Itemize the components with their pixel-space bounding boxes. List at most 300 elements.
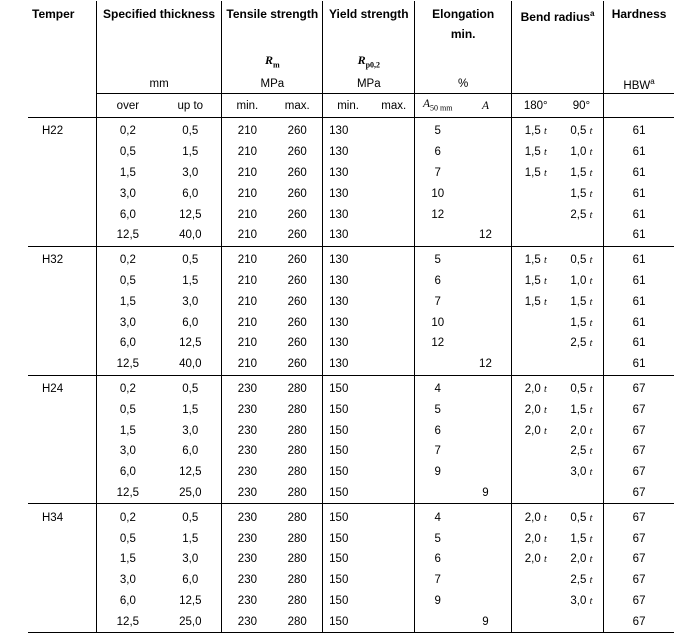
- subheader-tensile-max: max.: [272, 94, 322, 118]
- subheader-bend-180: 180°: [511, 94, 559, 118]
- cell-rm-min: 210: [222, 333, 272, 354]
- cell-rm-max: 280: [272, 611, 322, 632]
- bend-value: 2,5: [570, 574, 587, 587]
- temper-cell: [28, 225, 96, 246]
- cell-a: 9: [460, 483, 511, 504]
- cell-a50: [415, 483, 460, 504]
- cell-b90: [560, 420, 604, 441]
- cell-rp-min: 130: [323, 333, 373, 354]
- cell-a: [460, 420, 511, 441]
- bend-unit: t: [589, 446, 593, 458]
- cell-b180: [511, 504, 559, 528]
- cell-a50: 4: [415, 504, 460, 528]
- cell-a50: 6: [415, 420, 460, 441]
- bend-value: 1,5: [524, 166, 541, 179]
- temper-cell: H24: [42, 382, 64, 395]
- cell-over: 0,5: [96, 528, 159, 549]
- cell-hbw: 61: [604, 204, 674, 225]
- cell-up-to: 0,5: [182, 254, 199, 267]
- cell-rp-min: 130: [323, 354, 373, 375]
- cell-b180: [511, 375, 559, 399]
- temper-cell: [28, 333, 96, 354]
- cell-rp-min: 130: [323, 163, 373, 184]
- cell-rm-max: 280: [287, 382, 307, 395]
- cell-rp-max: [373, 528, 415, 549]
- bend-value: 3,0: [570, 466, 587, 479]
- bend-value: 1,5: [570, 403, 587, 416]
- table-row: [28, 291, 674, 312]
- cell-over: 6,0: [96, 591, 159, 612]
- cell-up-to: 1,5: [182, 274, 199, 287]
- cell-rm-min: 230: [222, 441, 272, 462]
- cell-a: [460, 246, 511, 270]
- cell-rm-max: 260: [287, 125, 307, 138]
- bend-unit: t: [589, 575, 593, 587]
- bend-unit: t: [543, 296, 547, 308]
- bend-value: 2,5: [570, 208, 587, 221]
- cell-b180: [511, 420, 559, 441]
- header-elongation: [415, 1, 511, 47]
- subheader-a50: [415, 94, 460, 118]
- bend-unit: t: [589, 147, 593, 159]
- bend-value: 2,0: [524, 553, 541, 566]
- cell-hbw: 67: [604, 483, 674, 504]
- bend-unit: t: [543, 275, 547, 287]
- bend-value: 1,0: [570, 274, 587, 287]
- cell-rp-min: 150: [323, 375, 373, 399]
- table-row: [28, 354, 674, 375]
- cell-rm-min: 230: [222, 483, 272, 504]
- cell-a: [460, 441, 511, 462]
- cell-rp-max: [373, 549, 415, 570]
- cell-b180: [511, 246, 559, 270]
- subheader-yield-min: min.: [323, 94, 373, 118]
- bend-unit: t: [589, 296, 593, 308]
- cell-over: 12,5: [96, 611, 159, 632]
- cell-hbw: 61: [604, 333, 674, 354]
- cell-hbw: 61: [604, 312, 674, 333]
- table-row: [28, 570, 674, 591]
- cell-a: [460, 399, 511, 420]
- cell-rp-max: [373, 441, 415, 462]
- unit-row: [28, 75, 674, 94]
- bend-unit: t: [589, 512, 593, 524]
- bend-unit: t: [589, 533, 593, 545]
- cell-a: [460, 549, 511, 570]
- bend-unit: t: [589, 167, 593, 179]
- header-tensile-text: Tensile strength: [226, 7, 319, 21]
- cell-b90: [560, 354, 604, 375]
- cell-rm-max: 260: [287, 274, 307, 287]
- bend-unit: t: [543, 425, 547, 437]
- bend-unit: t: [589, 188, 593, 200]
- cell-b180: [511, 291, 559, 312]
- cell-rm-min: 210: [222, 354, 272, 375]
- cell-a50: 9: [415, 591, 460, 612]
- cell-over: 1,5: [96, 549, 159, 570]
- cell-rm-max: 260: [287, 187, 307, 200]
- bend-value: 1,5: [524, 254, 541, 267]
- bend-unit: t: [543, 147, 547, 159]
- cell-rp-max: [373, 354, 415, 375]
- cell-hbw: 67: [604, 504, 674, 528]
- cell-rp-max: [373, 312, 415, 333]
- cell-rm-min: 230: [222, 399, 272, 420]
- cell-over: 0,2: [96, 504, 159, 528]
- cell-rm-min: 230: [222, 570, 272, 591]
- bend-value: 1,5: [524, 295, 541, 308]
- cell-a: 9: [460, 611, 511, 632]
- cell-hbw: 61: [604, 163, 674, 184]
- cell-b180: [511, 528, 559, 549]
- bend-unit: t: [543, 126, 547, 138]
- bend-value: 1,0: [570, 146, 587, 159]
- cell-rp-min: 130: [323, 204, 373, 225]
- cell-rp-min: 150: [323, 591, 373, 612]
- unit-hardness-text: HBW: [623, 79, 651, 92]
- cell-rp-min: 130: [323, 271, 373, 292]
- cell-rm-min: 210: [222, 163, 272, 184]
- cell-rp-max: [373, 591, 415, 612]
- cell-over: 6,0: [96, 204, 159, 225]
- cell-a: 12: [460, 225, 511, 246]
- cell-rm-min: 210: [222, 142, 272, 163]
- cell-b90: [560, 118, 604, 142]
- cell-b90: [560, 504, 604, 528]
- cell-up-to: 1,5: [182, 403, 199, 416]
- unit-tensile: MPa: [222, 75, 323, 94]
- cell-over: 3,0: [96, 312, 159, 333]
- cell-a50: 6: [415, 549, 460, 570]
- table-row: [28, 271, 674, 292]
- symbol-row: [28, 47, 674, 75]
- cell-rp-max: [373, 570, 415, 591]
- cell-over: 6,0: [96, 462, 159, 483]
- bend-value: 1,5: [570, 295, 587, 308]
- header-tensile: [222, 1, 323, 47]
- bend-value: 1,5: [570, 166, 587, 179]
- cell-over: 0,2: [96, 246, 159, 270]
- table-row: [28, 225, 674, 246]
- cell-b180: [511, 441, 559, 462]
- bend-value: 0,5: [570, 382, 587, 395]
- cell-a: [460, 163, 511, 184]
- temper-cell: [28, 611, 96, 632]
- cell-b180: [511, 204, 559, 225]
- cell-rm-max: 260: [272, 225, 322, 246]
- temper-cell: [28, 142, 96, 163]
- header-bend-radius: [511, 1, 603, 47]
- cell-rm-min: 230: [222, 462, 272, 483]
- cell-b90: [560, 291, 604, 312]
- a50-letter: A: [422, 98, 431, 111]
- header-bend-text: Bend radius: [520, 10, 590, 24]
- cell-rm-min: 210: [222, 246, 272, 270]
- temper-cell: [28, 549, 96, 570]
- cell-b90: [560, 204, 604, 225]
- rm-symbol: [222, 47, 323, 75]
- temper-cell: [28, 183, 96, 204]
- cell-up-to: 3,0: [182, 295, 199, 308]
- cell-rm-min: 230: [222, 611, 272, 632]
- cell-a: [460, 570, 511, 591]
- table-row: [28, 441, 674, 462]
- bend-value: 1,5: [524, 125, 541, 138]
- cell-b180: [511, 118, 559, 142]
- cell-a50: 5: [415, 528, 460, 549]
- cell-b180: [511, 142, 559, 163]
- cell-b90: [560, 271, 604, 292]
- unit-yield: MPa: [323, 75, 415, 94]
- cell-b90: [560, 611, 604, 632]
- cell-b90: [560, 462, 604, 483]
- cell-rp-max: [373, 142, 415, 163]
- bend-value: 0,5: [570, 254, 587, 267]
- cell-rp-max: [373, 118, 415, 142]
- a50-sub: 50 mm: [430, 103, 453, 113]
- cell-b90: [560, 375, 604, 399]
- cell-rp-min: 150: [323, 528, 373, 549]
- bend-value: 1,5: [570, 532, 587, 545]
- unit-hardness: [604, 75, 674, 94]
- cell-a: [460, 204, 511, 225]
- table-row: [28, 399, 674, 420]
- cell-up-to: 40,0: [159, 354, 222, 375]
- bend-value: 2,0: [570, 553, 587, 566]
- table-row: [28, 333, 674, 354]
- cell-rp-min: 150: [323, 462, 373, 483]
- table-row: [28, 204, 674, 225]
- cell-b180: [511, 225, 559, 246]
- bend-unit: t: [543, 512, 547, 524]
- table-row: [28, 611, 674, 632]
- cell-rp-min: 130: [323, 142, 373, 163]
- bend-unit: t: [589, 554, 593, 566]
- cell-a: [460, 528, 511, 549]
- cell-rm-max: 280: [287, 553, 307, 566]
- temper-cell: [28, 399, 96, 420]
- cell-hbw: 67: [604, 399, 674, 420]
- cell-rm-min: 210: [222, 291, 272, 312]
- cell-rm-min: 210: [222, 271, 272, 292]
- cell-up-to: 25,0: [159, 611, 222, 632]
- cell-up-to: 6,0: [182, 574, 199, 587]
- bend-unit: t: [589, 317, 593, 329]
- cell-a: [460, 271, 511, 292]
- bend-unit: t: [589, 595, 593, 607]
- header-temper: Temper: [32, 7, 75, 21]
- temper-cell: H34: [42, 511, 64, 524]
- bend-value: 1,5: [570, 316, 587, 329]
- cell-a50: [415, 611, 460, 632]
- bend-unit: t: [543, 404, 547, 416]
- bend-unit: t: [543, 533, 547, 545]
- cell-a50: 5: [415, 118, 460, 142]
- table-row: [28, 549, 674, 570]
- cell-up-to: 6,0: [182, 187, 199, 200]
- cell-rm-min: 230: [222, 375, 272, 399]
- table-row: [28, 483, 674, 504]
- temper-cell: [28, 354, 96, 375]
- bend-unit: t: [543, 167, 547, 179]
- cell-up-to: 40,0: [159, 225, 222, 246]
- cell-b90: [560, 570, 604, 591]
- cell-b90: [560, 549, 604, 570]
- cell-rm-max: 280: [287, 594, 307, 607]
- cell-b180: [511, 271, 559, 292]
- cell-over: 1,5: [96, 163, 159, 184]
- cell-over: 0,5: [96, 142, 159, 163]
- bend-value: 3,0: [570, 594, 587, 607]
- cell-up-to: 3,0: [182, 553, 199, 566]
- cell-rm-max: 280: [287, 532, 307, 545]
- cell-hbw: 61: [604, 354, 674, 375]
- cell-rm-min: 210: [222, 225, 272, 246]
- cell-hbw: 61: [604, 142, 674, 163]
- cell-b90: [560, 183, 604, 204]
- cell-hbw: 67: [604, 570, 674, 591]
- bend-value: 2,0: [524, 511, 541, 524]
- temper-cell: [28, 420, 96, 441]
- cell-b90: [560, 225, 604, 246]
- cell-rp-max: [373, 420, 415, 441]
- cell-b180: [511, 399, 559, 420]
- table-row: [28, 183, 674, 204]
- cell-over: 1,5: [96, 420, 159, 441]
- cell-rp-min: 130: [323, 291, 373, 312]
- table-row: [28, 163, 674, 184]
- cell-hbw: 61: [604, 291, 674, 312]
- cell-b90: [560, 163, 604, 184]
- cell-a50: 10: [415, 312, 460, 333]
- table-row: [28, 528, 674, 549]
- bend-unit: t: [589, 209, 593, 221]
- bend-unit: t: [543, 383, 547, 395]
- cell-hbw: 61: [604, 118, 674, 142]
- cell-rm-max: 260: [272, 354, 322, 375]
- cell-up-to: 12,5: [179, 337, 202, 350]
- temper-cell: [28, 204, 96, 225]
- cell-rm-max: 280: [287, 403, 307, 416]
- cell-rp-max: [373, 246, 415, 270]
- cell-hbw: 67: [604, 420, 674, 441]
- cell-hbw: 61: [604, 183, 674, 204]
- cell-over: 12,5: [96, 483, 159, 504]
- cell-up-to: 3,0: [182, 166, 199, 179]
- cell-up-to: 1,5: [182, 146, 199, 159]
- temper-cell: [28, 441, 96, 462]
- cell-up-to: 0,5: [182, 125, 199, 138]
- header-bend-note: a: [589, 9, 595, 18]
- cell-b180: [511, 354, 559, 375]
- cell-a50: 6: [415, 271, 460, 292]
- cell-b90: [560, 528, 604, 549]
- header-thickness-text: Specified thickness: [103, 7, 216, 21]
- bend-value: 1,5: [524, 146, 541, 159]
- cell-rm-max: 280: [287, 511, 307, 524]
- table-row: [28, 504, 674, 528]
- temper-cell: [28, 570, 96, 591]
- cell-b180: [511, 549, 559, 570]
- cell-a: [460, 591, 511, 612]
- cell-a50: 7: [415, 570, 460, 591]
- table-row: [28, 375, 674, 399]
- cell-up-to: 3,0: [182, 424, 199, 437]
- cell-rp-min: 150: [323, 483, 373, 504]
- temper-cell: [28, 312, 96, 333]
- rp-symbol: [323, 47, 415, 75]
- cell-up-to: 25,0: [159, 483, 222, 504]
- cell-rp-max: [373, 483, 415, 504]
- header-row: [28, 1, 674, 47]
- cell-rp-min: 150: [323, 504, 373, 528]
- subheader-over: over: [96, 94, 159, 118]
- cell-rp-min: 150: [323, 399, 373, 420]
- properties-table-container: [28, 1, 674, 633]
- cell-rp-max: [373, 204, 415, 225]
- table-row: [28, 246, 674, 270]
- bend-unit: t: [543, 554, 547, 566]
- temper-cell: H22: [42, 125, 64, 138]
- cell-rp-max: [373, 611, 415, 632]
- bend-value: 2,5: [570, 445, 587, 458]
- cell-rp-min: 150: [323, 611, 373, 632]
- cell-rm-max: 260: [287, 208, 307, 221]
- cell-b90: [560, 591, 604, 612]
- bend-value: 2,0: [524, 532, 541, 545]
- cell-hbw: 67: [604, 375, 674, 399]
- temper-cell: [28, 528, 96, 549]
- cell-rp-min: 150: [323, 549, 373, 570]
- cell-b90: [560, 246, 604, 270]
- cell-rm-min: 230: [222, 549, 272, 570]
- cell-rm-max: 280: [287, 424, 307, 437]
- cell-a: [460, 118, 511, 142]
- bend-value: 2,0: [570, 424, 587, 437]
- cell-hbw: 67: [604, 528, 674, 549]
- cell-a: [460, 375, 511, 399]
- subheader-a: A: [460, 94, 511, 118]
- cell-rp-max: [373, 225, 415, 246]
- cell-a50: 9: [415, 462, 460, 483]
- cell-over: 3,0: [96, 441, 159, 462]
- table-row: [28, 591, 674, 612]
- bend-value: 1,5: [570, 187, 587, 200]
- bend-unit: t: [589, 467, 593, 479]
- cell-b90: [560, 399, 604, 420]
- cell-up-to: 12,5: [179, 208, 202, 221]
- cell-a50: 6: [415, 142, 460, 163]
- bend-unit: t: [589, 255, 593, 267]
- cell-rm-max: 280: [287, 466, 307, 479]
- bend-value: 1,5: [524, 274, 541, 287]
- subheader-up-to: up to: [159, 94, 222, 118]
- cell-a50: [415, 354, 460, 375]
- cell-rm-min: 230: [222, 504, 272, 528]
- cell-a: [460, 142, 511, 163]
- cell-rm-max: 260: [287, 146, 307, 159]
- cell-a: [460, 333, 511, 354]
- header-elongation-text: Elongation: [432, 7, 495, 21]
- cell-rp-min: 130: [323, 225, 373, 246]
- cell-rm-min: 230: [222, 591, 272, 612]
- cell-rp-max: [373, 462, 415, 483]
- cell-a: [460, 183, 511, 204]
- cell-rp-max: [373, 291, 415, 312]
- cell-a50: 12: [415, 204, 460, 225]
- subheader-yield-max: max.: [373, 94, 415, 118]
- rp-symbol-letter: R: [357, 52, 366, 67]
